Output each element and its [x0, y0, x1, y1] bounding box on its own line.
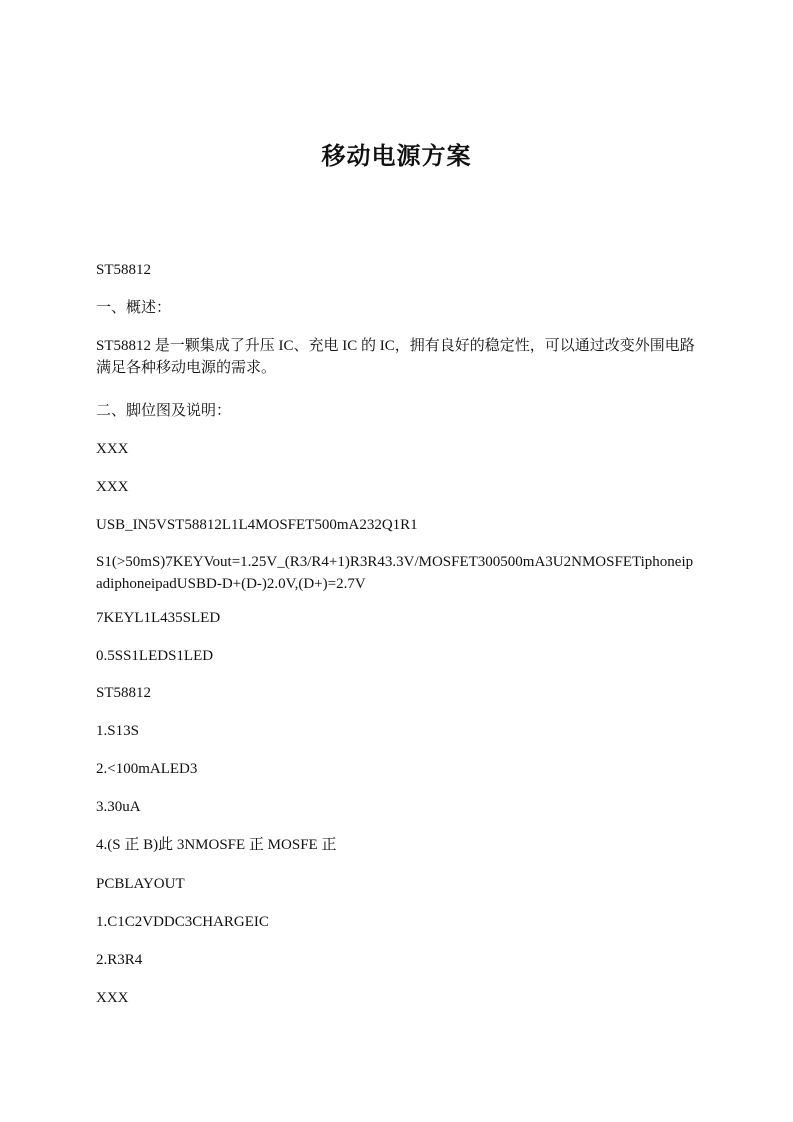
section-heading-pcb-layout: PCBLAYOUT: [96, 876, 185, 892]
paragraph-usb-in: USB_IN5VST58812L1L4MOSFET500mA232Q1R1: [96, 517, 418, 533]
list-item-1: 1.S13S: [96, 723, 139, 739]
pcb-list-item-2: 2.R3R4: [96, 952, 143, 968]
paragraph-model: ST58812: [96, 262, 152, 278]
document-title: 移动电源方案: [321, 142, 472, 170]
pcb-list-item-1: 1.C1C2VDDC3CHARGEIC: [96, 914, 269, 930]
list-item-4: 4.(S 正 B)此 3NMOSFE 正 MOSFE 正: [96, 837, 337, 853]
paragraph-s1-key: S1(>50mS)7KEYVout=1.25V_(R3/R4+1)R3R43.3V/MOSFET300500mA3U2NMOSFETiphoneipadiphoneipadUSBD-D+(D-)2.0V,(D+)=2.7V: [96, 554, 694, 592]
paragraph-placeholder-2: XXX: [96, 479, 129, 495]
paragraph-7key: 7KEYL1L435SLED: [96, 610, 221, 626]
paragraph-overview: ST58812 是一颗集成了升压 IC、充电 IC 的 IC，拥有良好的稳定性，可以通过改变外围电路满足各种移动电源的需求。: [96, 338, 695, 376]
paragraph-model-2: ST58812: [96, 685, 152, 701]
section-heading-overview: 一、概述：: [96, 300, 172, 316]
section-heading-pinout: 二、脚位图及说明：: [96, 403, 232, 419]
paragraph-placeholder-1: XXX: [96, 441, 129, 457]
paragraph-led: 0.5SS1LEDS1LED: [96, 648, 214, 664]
list-item-3: 3.30uA: [96, 799, 141, 815]
list-item-2: 2.<100mALED3: [96, 761, 198, 777]
paragraph-placeholder-3: XXX: [96, 990, 129, 1006]
